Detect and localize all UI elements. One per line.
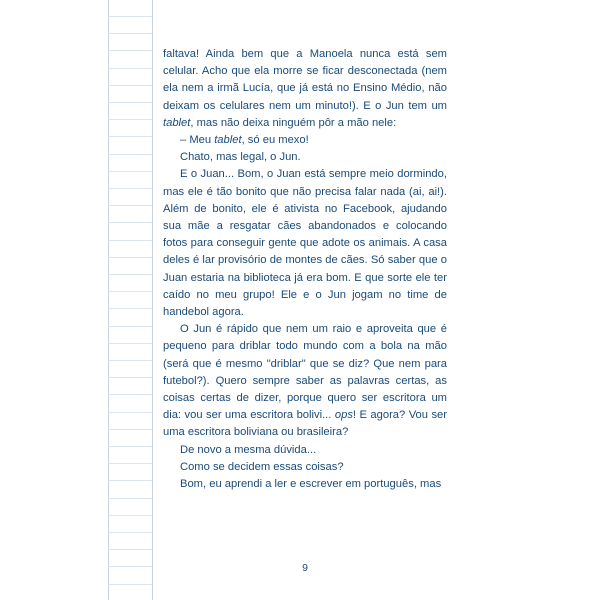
ruled-line — [108, 85, 152, 86]
ruled-line — [108, 446, 152, 447]
ruled-line — [108, 326, 152, 327]
ruled-line — [108, 222, 152, 223]
paragraph: – Meu tablet, só eu mexo! — [180, 134, 309, 147]
ruled-line — [108, 584, 152, 585]
ruled-line — [108, 377, 152, 378]
ruled-line — [108, 498, 152, 499]
body-text — [163, 46, 447, 493]
ruled-line — [108, 16, 152, 17]
ruled-line — [108, 532, 152, 533]
ruled-line — [108, 360, 152, 361]
gutter-ruled-lines — [108, 0, 152, 600]
ruled-line — [108, 205, 152, 206]
ruled-line — [108, 171, 152, 172]
ruled-line — [108, 274, 152, 275]
ruled-line — [108, 549, 152, 550]
ruled-line — [108, 240, 152, 241]
ruled-line — [108, 480, 152, 481]
italic-word: tablet — [163, 116, 191, 129]
ruled-line — [108, 50, 152, 51]
ruled-line — [108, 394, 152, 395]
ruled-line — [108, 291, 152, 292]
ruled-line — [108, 308, 152, 309]
ruled-line — [108, 119, 152, 120]
ruled-line — [108, 412, 152, 413]
ruled-line — [108, 429, 152, 430]
paragraph: Chato, mas legal, o Jun. — [180, 151, 301, 164]
ruled-line — [108, 68, 152, 69]
paragraph: De novo a mesma dúvida... — [180, 443, 317, 456]
ruled-line — [108, 515, 152, 516]
ruled-line — [108, 188, 152, 189]
ruled-line — [108, 566, 152, 567]
paragraph: Bom, eu aprendi a ler e escrever em português, mas — [180, 478, 442, 491]
paragraph: Como se decidem essas coisas? — [180, 460, 344, 473]
ruled-line — [108, 154, 152, 155]
paragraph: faltava! Ainda bem que a Manoela nunca está sem celular. Acho que ela morre se ficar desconectada (nem ela nem a irmã Lucía, que já está no Ensino Médio, não deixam os celulares nem um minuto!). E o Jun tem um tablet, mas não deixa ninguém pôr a mão nele: — [163, 48, 447, 129]
paragraph: O Jun é rápido que nem um raio e aproveita que é pequeno para driblar todo mundo com a bola na mão (será que é mesmo "driblar" que se diz? Que nem para futebol?). Quero sempre saber as palavras certas, as coisas certas de dizer, porque quero ser escritora um dia: vou ser uma escritora bolivi... ops! E agora? Vou ser uma escritora boliviana ou brasileira? — [163, 323, 448, 439]
page-number: 9 — [302, 562, 308, 574]
ruled-line — [108, 257, 152, 258]
italic-word: tablet — [214, 134, 242, 147]
margin-rule-right — [152, 0, 153, 600]
paragraph: E o Juan... Bom, o Juan está sempre meio dormindo, mas ele é tão bonito que não precisa falar nada (ai, ai!). Além de bonito, ele é ativista no Facebook, ajudando sua mãe a resgatar cães abandonados e colocando fotos para conseguir gente que adote os animais. A casa deles é lar provisório de montes de cães. Só saber que o Juan estaria na biblioteca já era bom. E que sorte ele ter caído no meu grupo! Ele e o Jun jogam no time de handebol agora. — [163, 168, 447, 319]
ruled-line — [108, 136, 152, 137]
italic-word: ops — [334, 409, 353, 422]
ruled-line — [108, 463, 152, 464]
ruled-line — [108, 343, 152, 344]
ruled-line — [108, 33, 152, 34]
ruled-line — [108, 102, 152, 103]
